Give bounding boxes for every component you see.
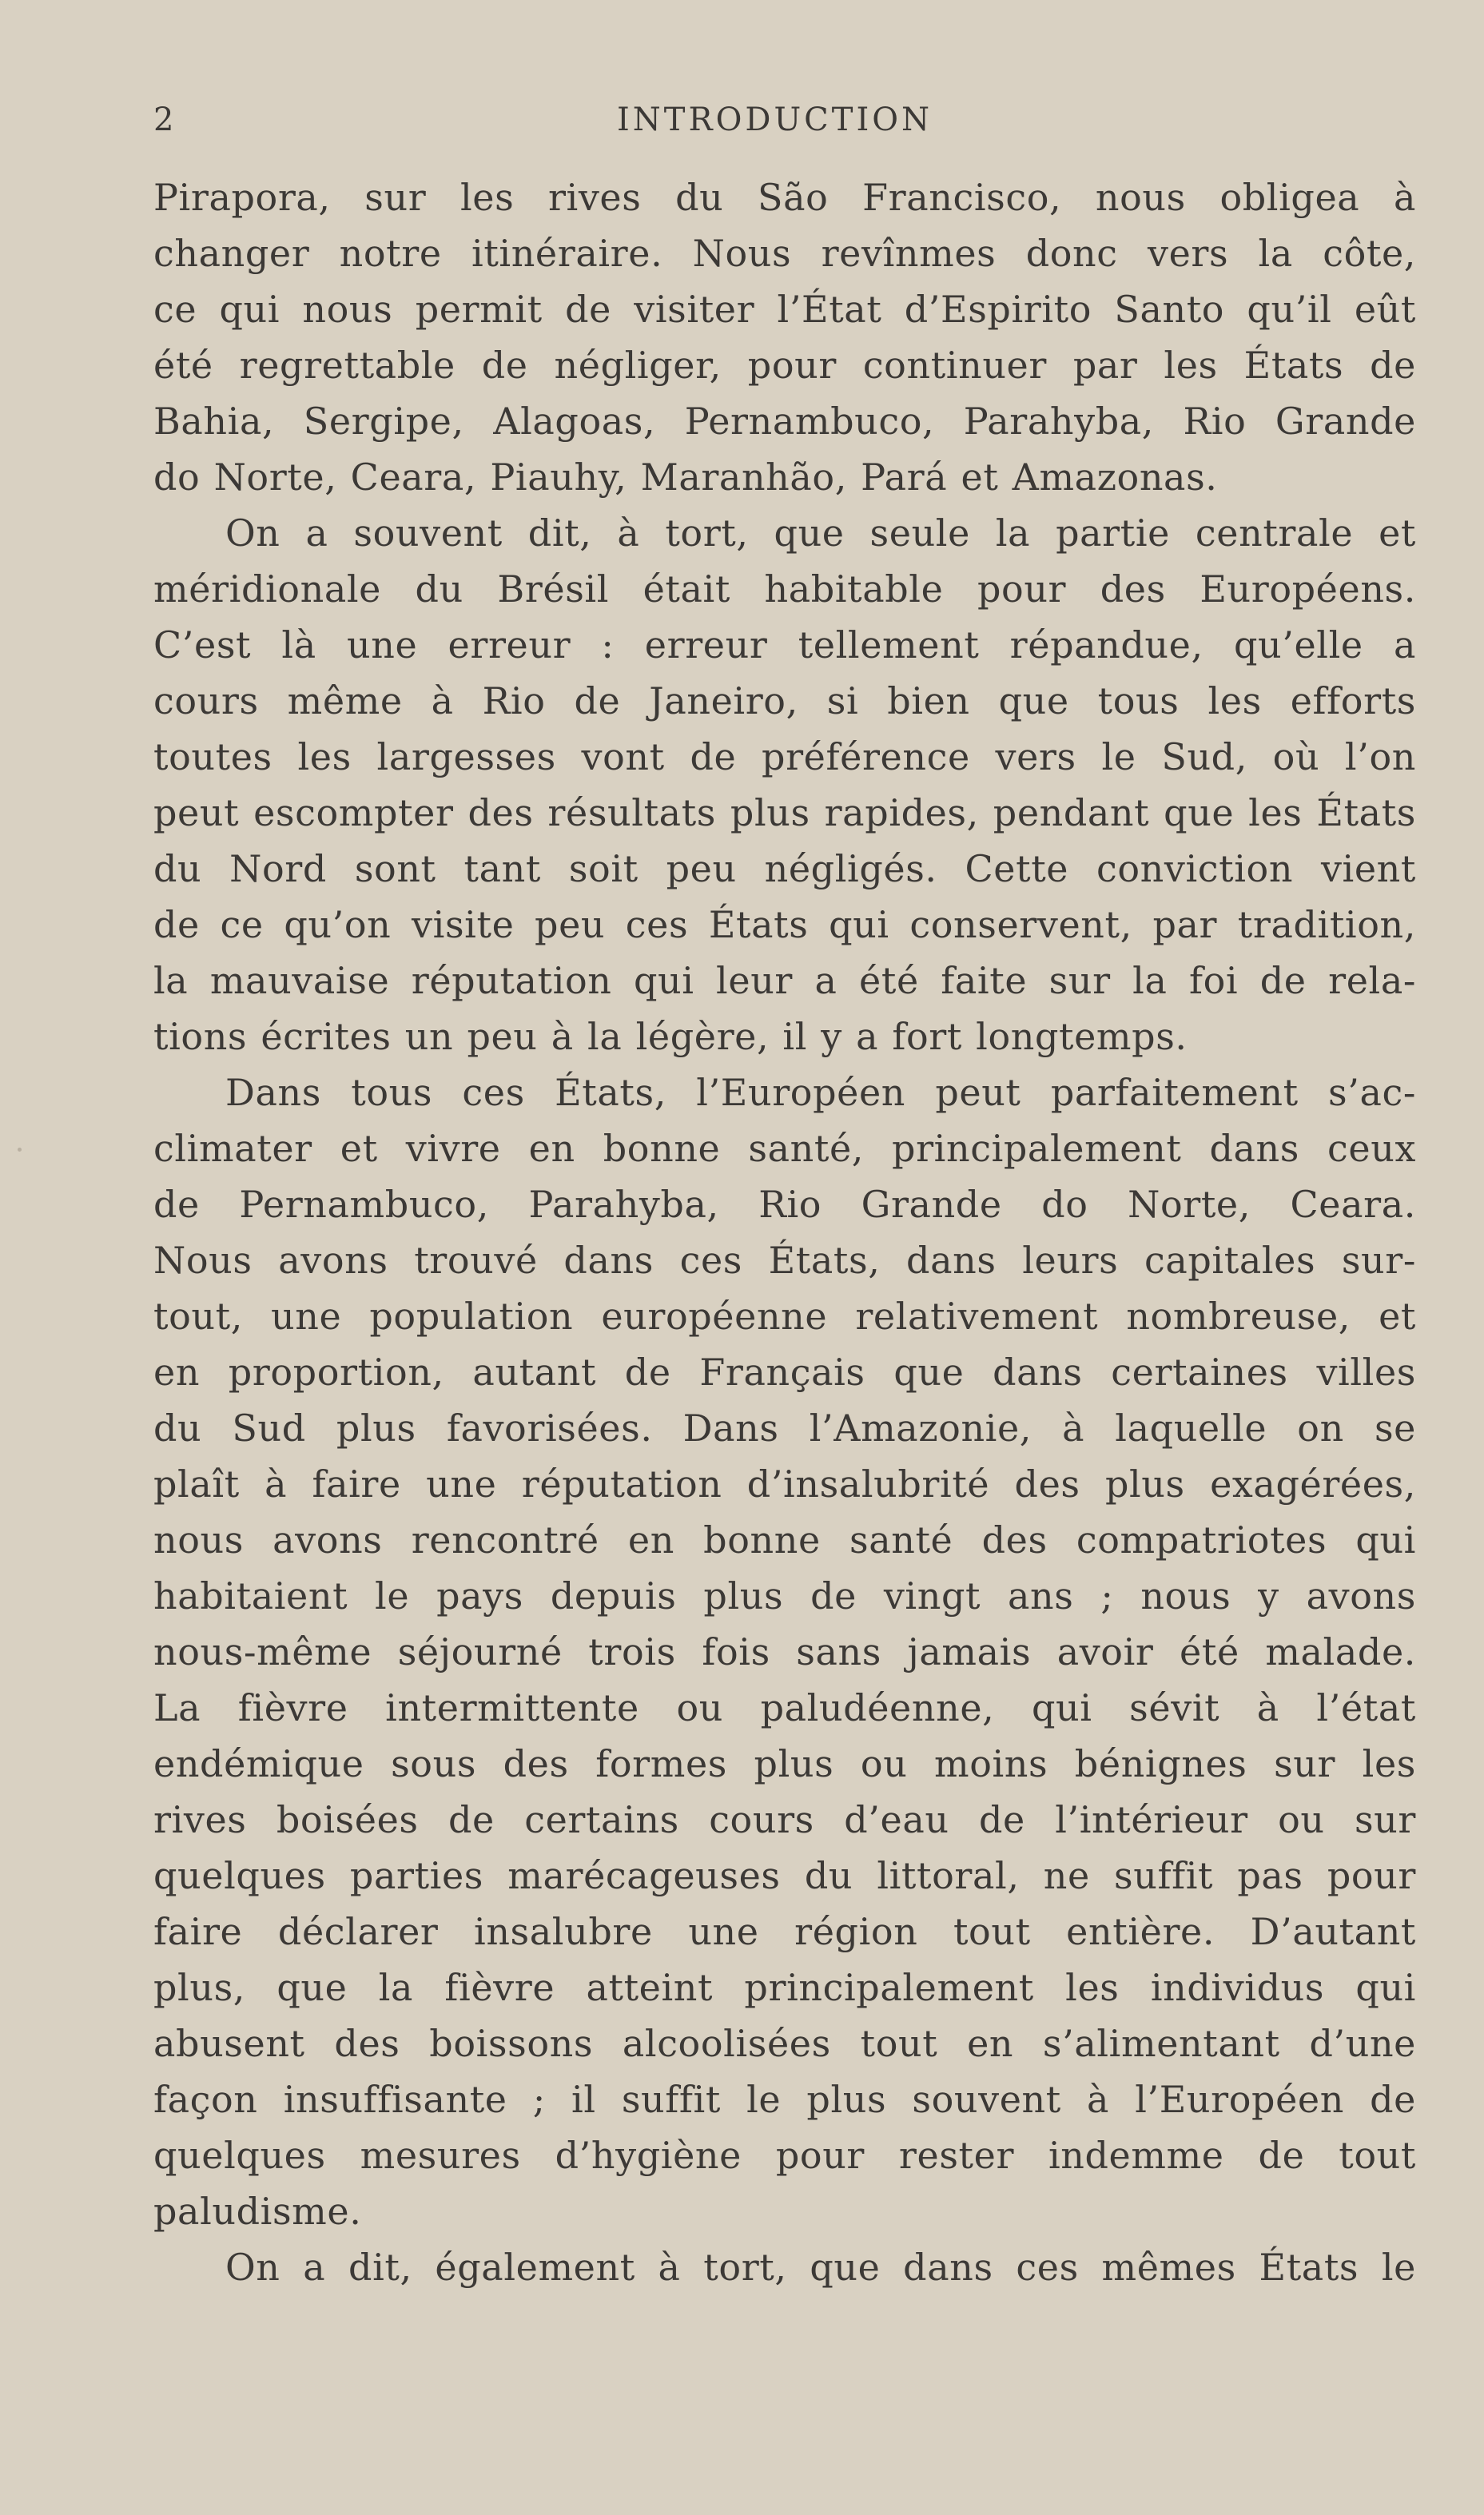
text-line: La fièvre intermittente ou paludéenne, qui sévit à l’état	[153, 1686, 1416, 1729]
text-line: du Sud plus favorisées. Dans l’Amazonie, à laquelle on se	[153, 1407, 1416, 1450]
text-line: en proportion, autant de Français que dans certaines villes	[153, 1351, 1416, 1394]
text-line: la mauvaise réputation qui leur a été faite sur la foi de rela-	[153, 959, 1416, 1002]
paragraph-start-line: Dans tous ces États, l’Européen peut parfaitement s’ac-	[225, 1071, 1416, 1114]
text-line: changer notre itinéraire. Nous revînmes donc vers la côte,	[153, 232, 1416, 275]
text-line: Pirapora, sur les rives du São Francisco, nous obligea à	[153, 176, 1416, 219]
paragraph-start-line: On a dit, également à tort, que dans ces mêmes États le	[225, 2246, 1416, 2289]
text-line: peut escompter des résultats plus rapides, pendant que les États	[153, 791, 1416, 834]
text-line: toutes les largesses vont de préférence vers le Sud, où l’on	[153, 735, 1416, 778]
text-line: façon insuffisante ; il suffit le plus souvent à l’Européen de	[153, 2078, 1416, 2121]
text-line: do Norte, Ceara, Piauhy, Maranhão, Pará et Amazonas.	[153, 456, 1218, 499]
text-line: endémique sous des formes plus ou moins bénignes sur les	[153, 1742, 1416, 1785]
text-line: ce qui nous permit de visiter l’État d’Espirito Santo qu’il eût	[153, 288, 1416, 331]
text-line: tions écrites un peu à la légère, il y a fort longtemps.	[153, 1015, 1188, 1058]
text-line: tout, une population européenne relativement nombreuse, et	[153, 1295, 1416, 1338]
text-line: cours même à Rio de Janeiro, si bien que tous les efforts	[153, 679, 1416, 722]
body-text	[153, 169, 1416, 2295]
paper-speck	[18, 1148, 22, 1152]
text-line: été regrettable de négliger, pour continuer par les États de	[153, 344, 1416, 387]
page-number: 2	[153, 101, 175, 138]
text-line: rives boisées de certains cours d’eau de l’intérieur ou sur	[153, 1798, 1416, 1841]
page-header	[153, 96, 1416, 144]
text-line: habitaient le pays depuis plus de vingt ans ; nous y avons	[153, 1574, 1416, 1618]
text-line: quelques mesures d’hygiène pour rester indemme de tout	[153, 2134, 1416, 2177]
text-line: Bahia, Sergipe, Alagoas, Pernambuco, Parahyba, Rio Grande	[153, 400, 1416, 443]
text-line: abusent des boissons alcoolisées tout en s’alimentant d’une	[153, 2022, 1416, 2065]
text-line: méridionale du Brésil était habitable pour des Européens.	[153, 567, 1416, 611]
running-title: INTRODUCTION	[617, 101, 933, 138]
text-line: plaît à faire une réputation d’insalubrité des plus exagérées,	[153, 1462, 1416, 1506]
text-line: plus, que la fièvre atteint principalement les individus qui	[153, 1966, 1416, 2009]
text-line: quelques parties marécageuses du littoral, ne suffit pas pour	[153, 1854, 1416, 1897]
text-line: climater et vivre en bonne santé, principalement dans ceux	[153, 1127, 1416, 1170]
text-line: nous avons rencontré en bonne santé des compatriotes qui	[153, 1518, 1416, 1562]
text-line: de Pernambuco, Parahyba, Rio Grande do Norte, Ceara.	[153, 1183, 1416, 1226]
text-line: de ce qu’on visite peu ces États qui conservent, par tradition,	[153, 903, 1416, 946]
text-line: C’est là une erreur : erreur tellement répandue, qu’elle a	[153, 623, 1416, 667]
paragraph-start-line: On a souvent dit, à tort, que seule la partie centrale et	[225, 511, 1416, 555]
text-line: faire déclarer insalubre une région tout entière. D’autant	[153, 1910, 1416, 1953]
text-line: paludisme.	[153, 2190, 362, 2233]
text-line: nous-même séjourné trois fois sans jamais avoir été malade.	[153, 1630, 1416, 1673]
text-line: Nous avons trouvé dans ces États, dans leurs capitales sur-	[153, 1239, 1416, 1282]
text-line: du Nord sont tant soit peu négligés. Cette conviction vient	[153, 847, 1416, 890]
